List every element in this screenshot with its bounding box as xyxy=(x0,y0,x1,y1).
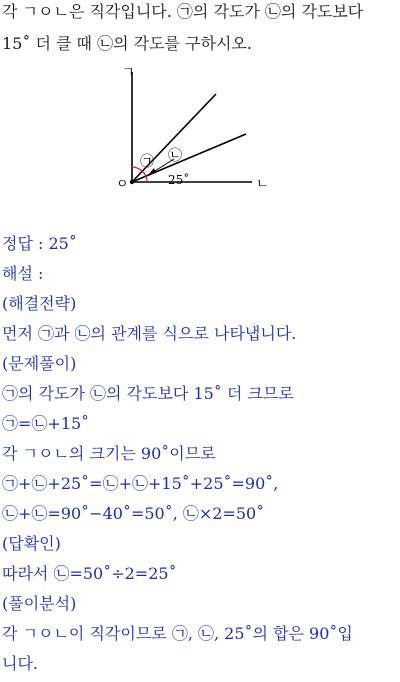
solution-line: ㉠+㉡+25˚=㉡+㉡+15˚+25˚=90˚, xyxy=(2,474,279,493)
angle-arc-2 xyxy=(142,171,146,176)
angle-2-label: ㉡ xyxy=(168,148,182,164)
horizontal-end-label: ㄴ xyxy=(256,177,269,192)
solution-line: 각 ㄱㅇㄴ의 크기는 90˚이므로 xyxy=(2,444,216,463)
angle-figure xyxy=(110,64,280,194)
analysis-line: 니다. xyxy=(2,654,38,673)
question-line-1: 각 ㄱㅇㄴ은 직각입니다. ㉠의 각도가 ㉡의 각도보다 xyxy=(2,2,364,21)
vertical-end-label: ㄱ xyxy=(122,65,135,80)
angle-1-label: ㉠ xyxy=(140,154,154,170)
strategy-heading: (해결전략) xyxy=(2,294,77,313)
check-text: 따라서 ㉡=50˚÷2=25˚ xyxy=(2,564,177,583)
check-heading: (답확인) xyxy=(2,534,61,553)
analysis-heading: (풀이분석) xyxy=(2,594,77,613)
analysis-line: 각 ㄱㅇㄴ이 직각이므로 ㉠, ㉡, 25˚의 합은 90˚입 xyxy=(2,624,353,643)
vertex-label: ㅇ xyxy=(116,177,129,192)
solution-line: ㉡+㉡=90˚−40˚=50˚, ㉡×2=50˚ xyxy=(2,504,265,523)
angle-arc-3 xyxy=(146,176,147,182)
answer-result: 정답 : 25˚ xyxy=(2,234,77,253)
strategy-text: 먼저 ㉠과 ㉡의 관계를 식으로 나타냅니다. xyxy=(2,324,297,343)
solution-heading: (문제풀이) xyxy=(2,354,77,373)
explanation-heading: 해설 : xyxy=(2,264,44,283)
question-line-2: 15˚ 더 클 때 ㉡의 각도를 구하시오. xyxy=(2,34,252,53)
solution-line: ㉠의 각도가 ㉡의 각도보다 15˚ 더 크므로 xyxy=(2,384,294,403)
angle-3-label: 25˚ xyxy=(168,173,190,187)
solution-line: ㉠=㉡+15˚ xyxy=(2,414,90,433)
vertex-point xyxy=(130,180,134,184)
